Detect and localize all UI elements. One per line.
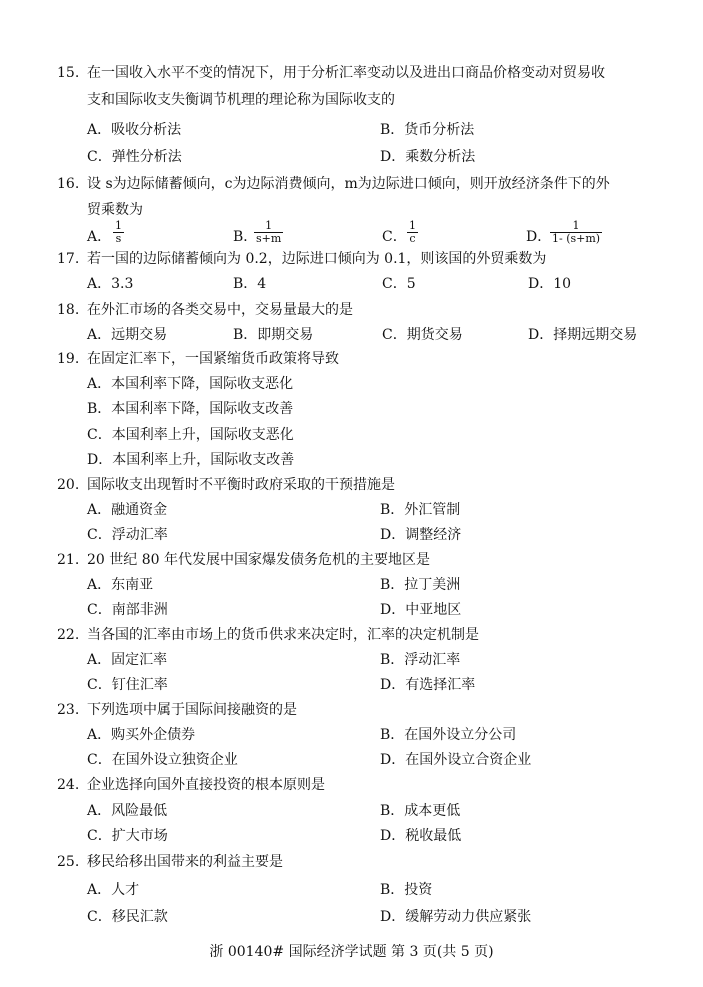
option-d: D．在国外设立合资企业	[380, 752, 532, 768]
question-stem: 若一国的边际储蓄倾向为 0.2，边际进口倾向为 0.1，则该国的外贸乘数为	[87, 251, 547, 267]
option-c: C．浮动汇率	[87, 527, 168, 543]
fraction-numerator: 1	[265, 219, 273, 232]
question-stem-continued: 贸乘数为	[87, 202, 143, 218]
option-a: A．购买外企债券	[87, 727, 196, 743]
question-stem: 企业选择向国外直接投资的根本原则是	[87, 777, 325, 793]
question-number: 25.	[57, 854, 80, 870]
option-d-label: D．	[526, 229, 552, 245]
option-b: B．在国外设立分公司	[380, 727, 517, 743]
option-b: B．成本更低	[380, 803, 461, 819]
question-stem: 20 世纪 80 年代发展中国家爆发债务危机的主要地区是	[87, 552, 430, 568]
question-24	[57, 776, 325, 794]
question-number: 24.	[57, 777, 80, 793]
option-d: D．税收最低	[380, 828, 462, 844]
question-number: 23.	[57, 702, 80, 718]
option-b-fraction	[254, 220, 283, 245]
option-c: C．期货交易	[382, 327, 463, 343]
option-c: C．5	[382, 276, 416, 292]
fraction-numerator: 1	[115, 219, 122, 232]
question-21	[57, 551, 430, 569]
question-23	[57, 701, 297, 719]
fraction-denominator: 1- (s+m)	[552, 232, 601, 245]
question-number: 16.	[57, 176, 80, 192]
option-c: C．钉住汇率	[87, 677, 168, 693]
option-b: B．外汇管制	[380, 502, 461, 518]
fraction-numerator: 1	[572, 219, 580, 232]
question-number: 15.	[57, 65, 80, 81]
option-c: C．本国利率上升，国际收支恶化	[87, 427, 294, 443]
question-stem: 在一国收入水平不变的情况下，用于分析汇率变动以及进出口商品价格变动对贸易收	[87, 65, 605, 81]
option-a: A．风险最低	[87, 803, 168, 819]
option-d: D．缓解劳动力供应紧张	[380, 909, 532, 925]
option-d: D．中亚地区	[380, 602, 462, 618]
question-number: 18.	[57, 302, 80, 318]
option-b-label: B．	[233, 229, 258, 245]
question-stem: 设 s为边际储蓄倾向，c为边际消费倾向，m为边际进口倾向，则开放经济条件下的外	[87, 176, 610, 192]
option-c: C．在国外设立独资企业	[87, 752, 238, 768]
question-stem-continued: 支和国际收支失衡调节机理的理论称为国际收支的	[87, 92, 395, 108]
option-a-fraction	[113, 220, 124, 245]
question-stem: 下列选项中属于国际间接融资的是	[87, 702, 297, 718]
option-d: D．本国利率上升，国际收支改善	[87, 452, 295, 468]
option-a: A．东南亚	[87, 577, 154, 593]
option-b: B．4	[233, 276, 267, 292]
option-b: B．本国利率下降，国际收支改善	[87, 401, 294, 417]
option-a-label: A．	[87, 229, 112, 245]
option-d: D．择期远期交易	[528, 327, 638, 343]
question-number: 22.	[57, 627, 80, 643]
question-number: 19.	[57, 351, 80, 367]
question-stem: 国际收支出现暂时不平衡时政府采取的干预措施是	[87, 477, 395, 493]
question-stem: 移民给移出国带来的利益主要是	[87, 854, 283, 870]
option-a: A．本国利率下降，国际收支恶化	[87, 376, 294, 392]
option-b: B．投资	[380, 882, 433, 898]
option-b: B．浮动汇率	[380, 652, 461, 668]
question-16	[57, 175, 610, 193]
option-c: C．扩大市场	[87, 828, 168, 844]
option-c: C．弹性分析法	[87, 149, 182, 165]
question-number: 20.	[57, 477, 80, 493]
question-20	[57, 476, 395, 494]
option-d: D．调整经济	[380, 527, 462, 543]
option-b: B．拉丁美洲	[380, 577, 461, 593]
question-number: 21.	[57, 552, 80, 568]
option-d: D．10	[528, 276, 572, 292]
option-d-fraction	[550, 220, 602, 245]
option-a: A．固定汇率	[87, 652, 168, 668]
option-a: A．远期交易	[87, 327, 168, 343]
fraction-denominator: c	[407, 232, 418, 245]
question-22	[57, 626, 479, 644]
question-15	[57, 64, 605, 82]
question-stem: 在外汇市场的各类交易中，交易量最大的是	[87, 302, 353, 318]
option-c: C．移民汇款	[87, 909, 168, 925]
option-c: C．南部非洲	[87, 602, 168, 618]
question-25	[57, 853, 283, 871]
option-b: B．即期交易	[233, 327, 314, 343]
page-footer: 浙 00140# 国际经济学试题 第 3 页(共 5 页)	[209, 944, 494, 960]
option-a: A．吸收分析法	[87, 122, 182, 138]
option-b: B．货币分析法	[380, 122, 475, 138]
option-a: A．人才	[87, 882, 140, 898]
option-c-fraction	[407, 220, 418, 245]
question-stem: 当各国的汇率由市场上的货币供求来决定时，汇率的决定机制是	[87, 627, 479, 643]
option-d: D．乘数分析法	[380, 149, 476, 165]
question-number: 17.	[57, 251, 80, 267]
question-stem: 在固定汇率下，一国紧缩货币政策将导致	[87, 351, 339, 367]
fraction-numerator: 1	[409, 219, 416, 232]
option-d: D．有选择汇率	[380, 677, 476, 693]
option-a: A．融通资金	[87, 502, 168, 518]
fraction-denominator: s+m	[256, 232, 282, 245]
question-18	[57, 301, 353, 319]
option-c-label: C．	[382, 229, 407, 245]
question-19	[57, 350, 339, 368]
option-a: A．3.3	[87, 276, 134, 292]
fraction-denominator: s	[113, 232, 124, 245]
question-17	[57, 250, 547, 268]
